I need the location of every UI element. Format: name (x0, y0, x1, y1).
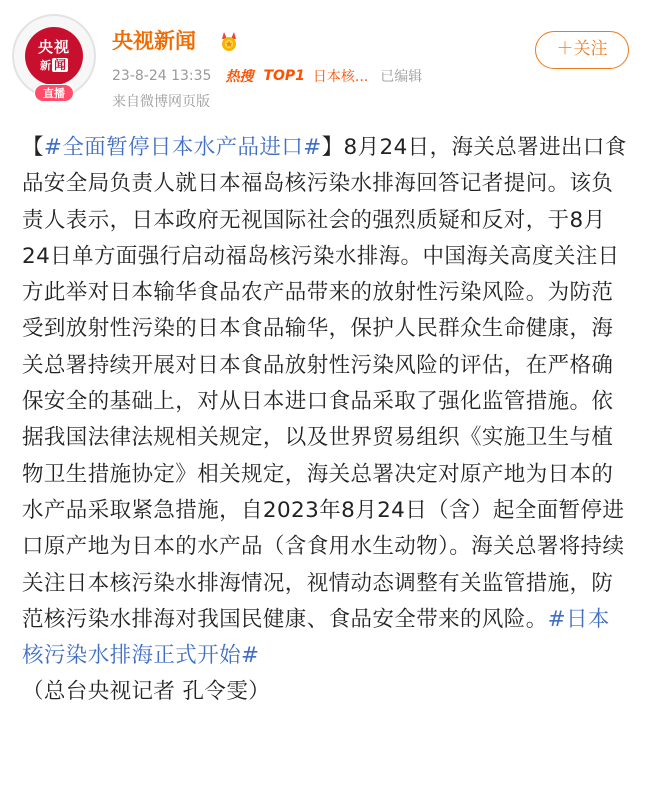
reporter-signature: （总台央视记者 孔令雯） (22, 679, 271, 705)
edited-label: 已编辑 (380, 69, 423, 85)
post-meta (112, 66, 422, 86)
hashtag-link-discharge-begins[interactable]: #日本核污染水排海正式开始# (22, 606, 610, 669)
hot-search-label: 热搜 (225, 69, 254, 85)
logo-text-top: 央视 (37, 38, 70, 56)
post-body: 8月24日，海关总署进出口食品安全局负责人就日本福岛核污染水排海回答记者提问。该负责人表示，日本政府无视国际社会的强烈质疑和反对，于8月24日单方面强行启动福岛核污染水排海。中国海关高度关注日方此举对日本输华食品农产品带来的放射性污染风险。为防范受到放射性污染的日本食品输华，保护人民群众生命健康，海关总署持续开展对日本食品放射性污染风险的评估，在严格确保安全的基础上，对从日本进口食品采取了强化监管措施。依据我国法律法规相关规定，以及世界贸易组织《实施卫生与植物卫生措施协定》相关规定，海关总署决定对原产地为日本的水产品采取紧急措施，自2023年8月24日（含）起全面暂停进口原产地为日本的水产品（含食用水生动物）。海关总署将持续关注日本核污染水排海情况，视情动态调整有关监管措施，防范核污染水排海对我国民健康、食品安全带来的风险。 (22, 135, 627, 632)
post-source: 来自微博网页版 (112, 94, 210, 110)
post-header (0, 0, 650, 120)
hashtag-link-suspend-imports[interactable]: #全面暂停日本水产品进口# (43, 135, 322, 160)
follow-button[interactable]: ＋关注 (535, 31, 629, 69)
verified-medal-icon (218, 30, 240, 52)
logo-text-wen: 闻 (53, 58, 66, 72)
hot-topic-link[interactable]: 日本核... (312, 69, 369, 85)
author-avatar[interactable] (12, 14, 100, 102)
bracket-close: 】 (321, 135, 344, 160)
top1-label: TOP1 (263, 68, 305, 84)
post-time: 23-8-24 13:35 (112, 68, 212, 84)
bracket-open: 【 (22, 135, 44, 160)
post-content (22, 130, 628, 711)
cctv-news-logo (25, 27, 83, 85)
post-text (22, 130, 628, 674)
author-name[interactable]: 央视新闻 (112, 29, 196, 53)
live-badge: 直播 (34, 84, 74, 102)
logo-bottom-row (40, 57, 68, 73)
logo-text-xin: 新 (39, 59, 51, 72)
